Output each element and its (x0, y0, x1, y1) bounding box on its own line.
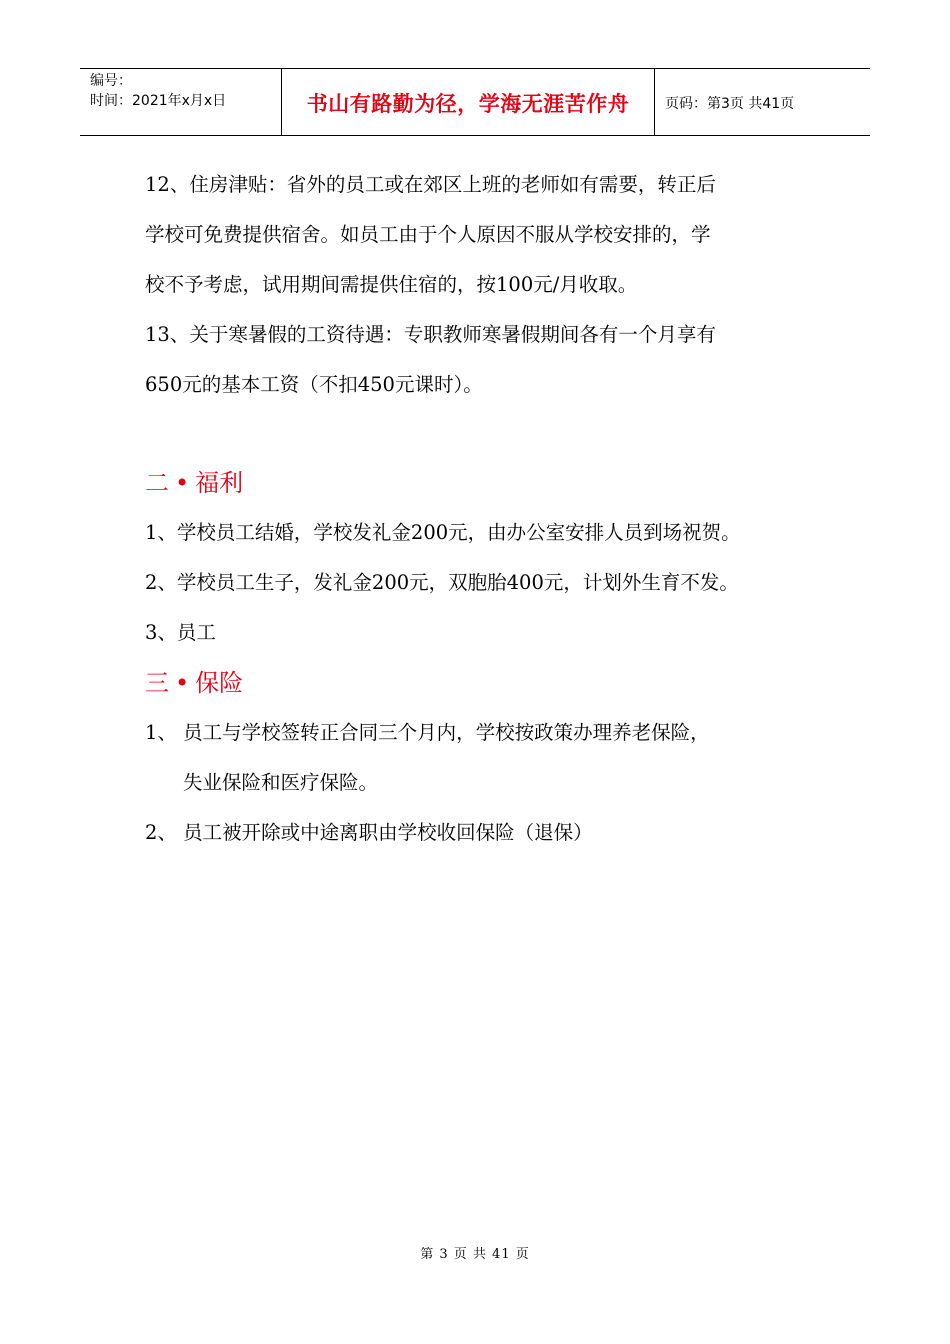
header-motto: 书山有路勤为径，学海无涯苦作舟 (306, 92, 630, 116)
section3-heading-title: 保险 (195, 669, 244, 697)
section2-heading-num: 二 (145, 469, 169, 497)
header-time-label: 时间：2021年x月x日 (90, 93, 227, 109)
section3-heading (145, 668, 243, 698)
section2-item2: 2、学校员工生子，发礼金200元，双胞胎400元，计划外生育不发。 (145, 571, 739, 594)
section2-item1: 1、学校员工结婚，学校发礼金200元，由办公室安排人员到场祝贺。 (145, 521, 741, 544)
section2-bullet: • (175, 469, 190, 497)
item12-line1: 12、住房津贴：省外的员工或在郊区上班的老师如有需要，转正后 (145, 173, 716, 196)
page-header (80, 68, 870, 136)
item12-line3: 校不予考虑，试用期间需提供住宿的，按100元/月收取。 (145, 273, 638, 296)
item13-line1: 13、关于寒暑假的工资待遇：专职教师寒暑假期间各有一个月享有 (145, 323, 716, 346)
page-footer: 第 3 页 共 41 页 (420, 1247, 530, 1262)
section2-item3: 3、员工 (145, 621, 216, 644)
header-page-cell (655, 69, 870, 135)
section3-item1-line1: 1、 员工与学校签转正合同三个月内，学校按政策办理养老保险， (145, 721, 710, 744)
header-page-info: 页码：第3页 共41页 (665, 96, 795, 112)
section3-bullet: • (175, 669, 190, 697)
header-number-label: 编号： (90, 73, 132, 89)
section3-heading-num: 三 (145, 669, 169, 697)
header-motto-cell (282, 69, 655, 135)
item12-line2: 学校可免费提供宿舍。如员工由于个人原因不服从学校安排的，学 (145, 223, 711, 246)
item13-line2: 650元的基本工资（不扣450元课时）。 (145, 373, 483, 396)
section2-heading-title: 福利 (195, 469, 244, 497)
section2-heading (145, 468, 243, 498)
section3-item2: 2、 员工被开除或中途离职由学校收回保险（退保） (145, 821, 593, 844)
header-meta (80, 69, 282, 135)
section3-item1-line2: 失业保险和医疗保险。 (183, 771, 379, 794)
